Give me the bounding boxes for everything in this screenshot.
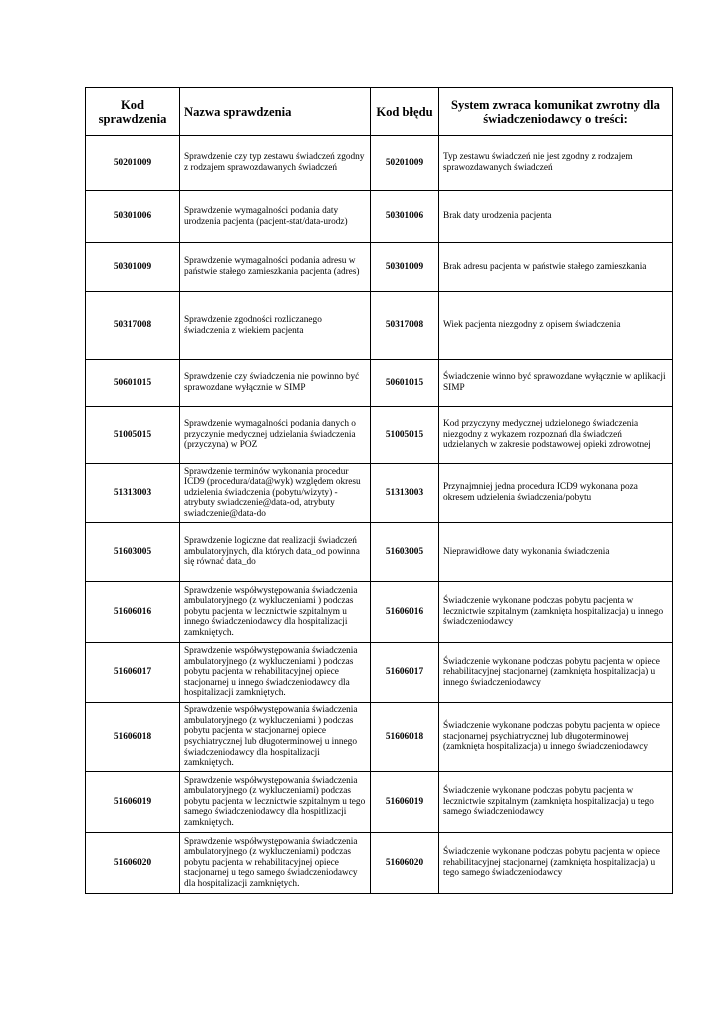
validation-checks-table — [85, 87, 673, 894]
return-message: Wiek pacjenta niezgodny z opisem świadczenia — [439, 292, 673, 360]
check-name: Sprawdzenie czy typ zestawu świadczeń zgodny z rodzajem sprawozdawanych świadczeń — [180, 136, 371, 191]
table-row — [86, 407, 673, 464]
check-name: Sprawdzenie wymagalności podania adresu w państwie stałego zamieszkania pacjenta (adres) — [180, 243, 371, 292]
error-code: 50301009 — [371, 243, 439, 292]
table-row — [86, 464, 673, 523]
check-name: Sprawdzenie zgodności rozliczanego świadczenia z wiekiem pacjenta — [180, 292, 371, 360]
return-message: Świadczenie wykonane podczas pobytu pacjenta w lecznictwie szpitalnym (zamknięta hospitalizacja) u innego świadczeniodawcy — [439, 582, 673, 643]
check-name: Sprawdzenie wymagalności podania danych o przyczynie medycznej udzielania świadczenia (przyczyna) w POZ — [180, 407, 371, 464]
header-error-code: Kod błędu — [371, 88, 439, 136]
error-code: 51005015 — [371, 407, 439, 464]
table-row — [86, 833, 673, 894]
check-code: 50317008 — [86, 292, 180, 360]
check-code: 51606019 — [86, 772, 180, 833]
return-message: Brak daty urodzenia pacjenta — [439, 191, 673, 243]
check-code: 51603005 — [86, 523, 180, 582]
check-name: Sprawdzenie wymagalności podania daty urodzenia pacjenta (pacjent-stat/data-urodz) — [180, 191, 371, 243]
table-row — [86, 643, 673, 703]
return-message: Nieprawidłowe daty wykonania świadczenia — [439, 523, 673, 582]
error-code: 51606016 — [371, 582, 439, 643]
table-row — [86, 772, 673, 833]
error-code: 50301006 — [371, 191, 439, 243]
check-code: 51606017 — [86, 643, 180, 703]
error-code: 51603005 — [371, 523, 439, 582]
check-name: Sprawdzenie współwystępowania świadczenia ambulatoryjnego (z wykluczeniami) podczas pobytu pacjenta w lecznictwie szpitalnym u tego samego świadczeniodawcy dla hospitlizacji zamkniętych. — [180, 772, 371, 833]
check-name: Sprawdzenie terminów wykonania procedur ICD9 (procedura/data@wyk) względem okresu udzielenia świadczenia (pobytu/wizyty) - atrybuty swiadczenie@data-od, atrybuty swiadczenie@data-do — [180, 464, 371, 523]
check-name: Sprawdzenie współwystępowania świadczenia ambulatoryjnego (z wykluczeniami ) podczas pobytu pacjenta w stacjonarnej opiece psychiatrycznej lub długoterminowej u innego świadczeniodawcy dla hospitalizacji zamkniętych. — [180, 703, 371, 772]
table-row — [86, 523, 673, 582]
check-code: 50601015 — [86, 360, 180, 407]
return-message: Kod przyczyny medycznej udzielonego świadczenia niezgodny z wykazem rozpoznań dla świadczeń udzielanych w zakresie podstawowej opieki zdrowotnej — [439, 407, 673, 464]
check-code: 51313003 — [86, 464, 180, 523]
return-message: Świadczenie wykonane podczas pobytu pacjenta w opiece stacjonarnej psychiatrycznej lub długoterminowej (zamknięta hospitalizacja) u innego świadczeniodawcy — [439, 703, 673, 772]
header-message: System zwraca komunikat zwrotny dla świadczeniodawcy o treści: — [439, 88, 673, 136]
check-code: 51005015 — [86, 407, 180, 464]
return-message: Świadczenie winno być sprawozdane wyłącznie w aplikacji SIMP — [439, 360, 673, 407]
header-row — [86, 88, 673, 136]
error-code: 51313003 — [371, 464, 439, 523]
check-code: 50201009 — [86, 136, 180, 191]
return-message: Świadczenie wykonane podczas pobytu pacjenta w opiece rehabilitacyjnej stacjonarnej (zamknięta hospitalizacja) u innego świadczeniodawcy — [439, 643, 673, 703]
table-row — [86, 243, 673, 292]
return-message: Świadczenie wykonane podczas pobytu pacjenta w lecznictwie szpitalnym (zamknięta hospitalizacja) u tego samego świadczeniodawcy — [439, 772, 673, 833]
return-message: Typ zestawu świadczeń nie jest zgodny z rodzajem sprawozdawanych świadczeń — [439, 136, 673, 191]
check-code: 50301006 — [86, 191, 180, 243]
error-code: 51606018 — [371, 703, 439, 772]
return-message: Przynajmniej jedna procedura ICD9 wykonana poza okresem udzielenia świadczenia/pobytu — [439, 464, 673, 523]
table-row — [86, 703, 673, 772]
error-code: 50601015 — [371, 360, 439, 407]
error-code: 50317008 — [371, 292, 439, 360]
table-row — [86, 582, 673, 643]
error-code: 51606020 — [371, 833, 439, 894]
header-check-name: Nazwa sprawdzenia — [180, 88, 371, 136]
table-row — [86, 191, 673, 243]
error-code: 51606017 — [371, 643, 439, 703]
error-code: 51606019 — [371, 772, 439, 833]
check-code: 51606018 — [86, 703, 180, 772]
table-row — [86, 136, 673, 191]
check-name: Sprawdzenie logiczne dat realizacji świadczeń ambulatoryjnych, dla których data_od powinna się równać data_do — [180, 523, 371, 582]
table-row — [86, 360, 673, 407]
check-name: Sprawdzenie czy świadczenia nie powinno być sprawozdane wyłącznie w SIMP — [180, 360, 371, 407]
check-name: Sprawdzenie współwystępowania świadczenia ambulatoryjnego (z wykluczeniami ) podczas pobytu pacjenta w lecznictwie szpitalnym u innego świadczeniodawcy dla hospitalizacji zamkniętych. — [180, 582, 371, 643]
table-row — [86, 292, 673, 360]
check-name: Sprawdzenie współwystępowania świadczenia ambulatoryjnego (z wykluczeniami) podczas pobytu pacjenta w rehabilitacyjnej opiece stacjonarnej u tego samego świadczeniodawcy dla hospitalizacji zamkniętych. — [180, 833, 371, 894]
check-code: 51606016 — [86, 582, 180, 643]
return-message: Świadczenie wykonane podczas pobytu pacjenta w opiece rehabilitacyjnej stacjonarnej (zamknięta hospitalizacja) u tego samego świadczeniodawcy — [439, 833, 673, 894]
header-check-code: Kod sprawdzenia — [86, 88, 180, 136]
check-code: 50301009 — [86, 243, 180, 292]
check-code: 51606020 — [86, 833, 180, 894]
check-name: Sprawdzenie współwystępowania świadczenia ambulatoryjnego (z wykluczeniami ) podczas pobytu pacjenta w rehabilitacyjnej opiece stacjonarnej u innego świadczeniodawcy dla hospitalizacji zamkniętych. — [180, 643, 371, 703]
return-message: Brak adresu pacjenta w państwie stałego zamieszkania — [439, 243, 673, 292]
error-code: 50201009 — [371, 136, 439, 191]
